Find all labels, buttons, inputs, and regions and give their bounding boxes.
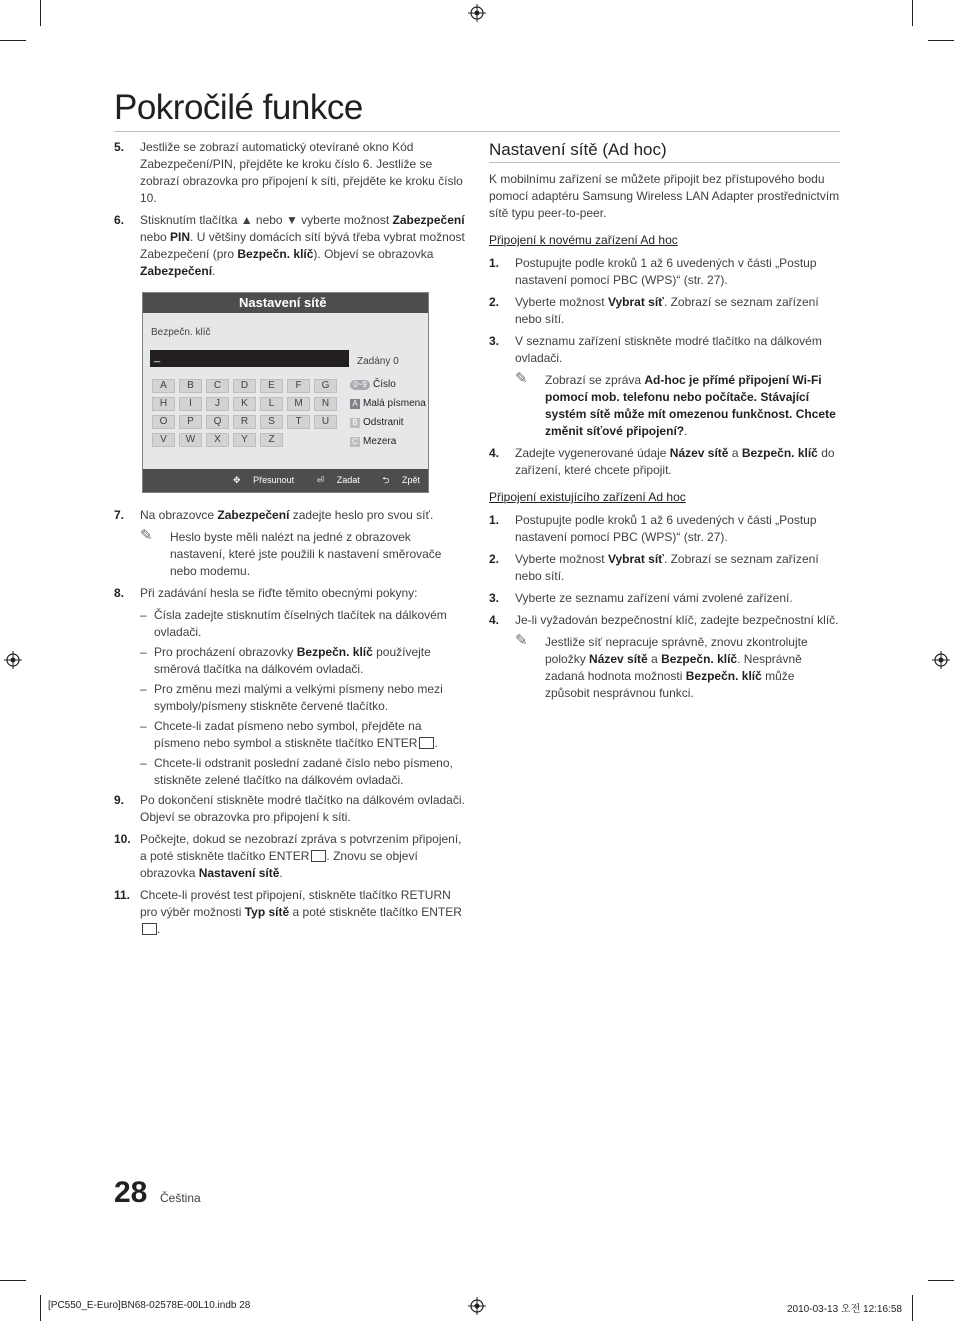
title-rule: [114, 131, 840, 132]
back-label: Zpět: [401, 475, 420, 485]
bold-term: Bezpečn. klíč: [237, 247, 314, 261]
note-pencil-icon: ✎: [515, 370, 528, 387]
bold-term: Název sítě: [669, 446, 729, 460]
osd-options: [350, 375, 426, 451]
key-o[interactable]: O: [152, 415, 175, 429]
option-label: Malá písmena: [363, 398, 426, 409]
subheading-existing-device: Připojení existujícího zařízení Ad hoc: [489, 490, 686, 504]
dash-item: [140, 607, 466, 641]
back-hint: [372, 475, 420, 485]
note-pencil-icon: ✎: [140, 527, 153, 544]
dash-text: Chcete-li odstranit poslední zadané číslo nebo písmeno, stiskněte zelené tlačítko na dálkovém ovladači.: [154, 756, 453, 787]
note: [140, 529, 466, 580]
dash-item: [140, 644, 466, 678]
note: [515, 634, 840, 702]
osd-footer: [143, 469, 428, 492]
enter-label: Zadat: [336, 475, 360, 485]
step-3: [489, 333, 840, 367]
text: Vyberte možnost: [515, 295, 608, 309]
text: .: [684, 424, 688, 438]
bold-term: PIN: [170, 230, 191, 244]
remote-0-9-icon: 0~9: [350, 380, 370, 390]
dash-text: [154, 718, 466, 752]
text: Pro procházení obrazovky: [154, 645, 297, 659]
text: pro výběr možnosti: [140, 905, 245, 919]
text: a: [647, 652, 662, 666]
dash-item: [140, 718, 466, 752]
print-slug-date: 2010-03-13 오전 12:16:58: [787, 1304, 902, 1315]
dash: –: [140, 645, 147, 659]
bold-term: Bezpečn. klíč: [685, 669, 762, 683]
key-k[interactable]: K: [233, 397, 256, 411]
enter-term: ENTER: [268, 849, 310, 863]
key-z[interactable]: Z: [260, 433, 283, 447]
text: a: [728, 446, 742, 460]
enter-icon: [142, 923, 157, 935]
move-label: Přesunout: [253, 475, 295, 485]
step-number: 3.: [489, 334, 500, 348]
bold-term: Zabezpečení: [392, 213, 465, 227]
registration-mark-icon: [468, 1297, 486, 1315]
step-text: Po dokončení stiskněte modré tlačítko na dálkovém ovladači. Objeví se obrazovka pro připojení k síti.: [140, 793, 465, 824]
step-number: 7.: [114, 508, 125, 522]
text: do zařízení, které chcete připojit.: [515, 446, 835, 477]
enter-icon: ⏎: [316, 475, 325, 485]
enter-hint: [307, 475, 360, 485]
onscreen-keyboard: [152, 379, 337, 447]
option-space[interactable]: [350, 432, 426, 451]
return-icon: ⮌: [382, 475, 390, 485]
key-c[interactable]: C: [206, 379, 229, 393]
key-w[interactable]: W: [179, 433, 202, 447]
heading-rule: [489, 162, 840, 163]
text: . Zobrazí se seznam zařízení nebo sítí.: [515, 552, 819, 583]
right-column: [489, 139, 840, 707]
bold-term: Ad-hoc je přímé připojení Wi-Fi pomocí mob. telefonu nebo počítače. Stávající systém sítě může mít omezenou funkčnost. Chcete změnit síťové připojení?: [545, 373, 836, 438]
text: . Nesprávně zadaná hodnota možnosti: [545, 652, 802, 683]
osd-network-settings-screen: [142, 292, 429, 493]
move-hint: [223, 475, 294, 485]
step-3: [489, 590, 840, 607]
text: Zadejte vygenerované údaje: [515, 446, 670, 460]
key-y[interactable]: Y: [233, 433, 256, 447]
key-t[interactable]: T: [287, 415, 310, 429]
key-p[interactable]: P: [179, 415, 202, 429]
text: . U většiny domácích sítí bývá třeba vybrat možnost Zabezpečení (pro: [140, 230, 465, 261]
bold-term: Bezpečn. klíč: [296, 645, 373, 659]
osd-title: Nastavení sítě: [143, 293, 428, 313]
text: Chcete-li zadat písmeno nebo symbol, přejděte na písmeno nebo symbol a stiskněte tlačítko: [154, 719, 422, 750]
step-number: 2.: [489, 552, 500, 566]
text: Jestliže síť nepracuje správně, znovu zkontrolujte položky: [545, 635, 808, 666]
red-a-button-icon: A: [350, 399, 360, 409]
option-lowercase[interactable]: [350, 394, 426, 413]
registration-mark-icon: [932, 651, 950, 669]
key-h[interactable]: H: [152, 397, 175, 411]
crop-mark: [0, 1280, 26, 1281]
bold-term: Bezpečn. klíč: [741, 446, 818, 460]
text: .: [434, 736, 438, 750]
option-delete[interactable]: [350, 413, 426, 432]
dash: –: [140, 719, 147, 733]
option-label: Mezera: [363, 436, 397, 447]
enter-term: ENTER: [376, 736, 418, 750]
security-key-input[interactable]: _: [150, 350, 349, 367]
text: .: [157, 922, 161, 936]
step-6: [114, 212, 466, 280]
bold-term: Vybrat síť: [607, 295, 664, 309]
step-number: 5.: [114, 140, 125, 154]
step-9: [114, 792, 466, 826]
step-text: V seznamu zařízení stiskněte modré tlačítko na dálkovém ovladači.: [515, 334, 822, 365]
bold-term: Zabezpečení: [217, 508, 290, 522]
step-number: 3.: [489, 591, 500, 605]
crop-mark: [40, 0, 41, 26]
enter-icon: [419, 737, 434, 749]
key-s[interactable]: S: [260, 415, 283, 429]
crop-mark: [928, 1280, 954, 1281]
text: Stisknutím tlačítka ▲ nebo ▼ vyberte možnost: [140, 213, 393, 227]
step-text: Postupujte podle kroků 1 až 6 uvedených v části „Postup nastavení pomocí PBC (WPS)“ (str. 27).: [515, 513, 817, 544]
dash-text: [154, 644, 466, 678]
key-b[interactable]: B: [179, 379, 202, 393]
print-slug-file: [PC550_E-Euro]BN68-02578E-00L10.indb 28: [48, 1300, 251, 1311]
bold-term: Zabezpečení: [140, 264, 213, 278]
step-text: Při zadávání hesla se řiďte těmito obecnými pokyny:: [140, 586, 418, 600]
key-e[interactable]: E: [260, 379, 283, 393]
registration-mark-icon: [468, 4, 486, 22]
step-1: [489, 512, 840, 546]
step-number: 9.: [114, 793, 125, 807]
bold-term: Bezpečn. klíč: [661, 652, 738, 666]
enter-term: ENTER: [421, 905, 462, 919]
dash-text: Pro změnu mezi malými a velkými písmeny nebo mezi symboly/písmeny stiskněte červené tlačítko.: [154, 682, 443, 713]
text: nebo: [140, 230, 171, 244]
bold-term: Nastavení sítě: [198, 866, 280, 880]
key-n[interactable]: N: [314, 397, 337, 411]
step-4: [489, 445, 840, 479]
step-number: 10.: [114, 832, 131, 846]
crop-mark: [928, 40, 954, 41]
key-i[interactable]: I: [179, 397, 202, 411]
bold-term: Typ sítě: [244, 905, 290, 919]
green-b-button-icon: B: [350, 418, 360, 428]
key-q[interactable]: Q: [206, 415, 229, 429]
key-u[interactable]: U: [314, 415, 337, 429]
text: .: [279, 866, 283, 880]
text: Zobrazí se zpráva: [545, 373, 645, 387]
text: používejte směrová tlačítka na dálkovém ovladači.: [154, 645, 431, 676]
step-number: 4.: [489, 613, 500, 627]
step-text: [140, 831, 466, 882]
dash-item: [140, 681, 466, 715]
return-term: RETURN: [400, 888, 451, 902]
osd-label: Bezpečn. klíč: [151, 327, 211, 338]
text: .: [212, 264, 216, 278]
step-text: Postupujte podle kroků 1 až 6 uvedených v části „Postup nastavení pomocí PBC (WPS)“ (str. 27).: [515, 256, 817, 287]
key-m[interactable]: M: [287, 397, 310, 411]
entered-count: Zadány 0: [357, 356, 399, 367]
text: zadejte heslo pro svou síť.: [289, 508, 434, 522]
move-icon: ✥: [233, 475, 241, 485]
bold-term: Vybrat síť: [607, 552, 664, 566]
text: a poté stiskněte tlačítko: [289, 905, 422, 919]
crop-mark: [0, 40, 26, 41]
section-heading: Nastavení sítě (Ad hoc): [489, 140, 667, 159]
dash: –: [140, 608, 147, 622]
bold-term: Název sítě: [589, 652, 648, 666]
language-label: Čeština: [160, 1191, 201, 1205]
left-column: [114, 139, 466, 943]
text: Vyberte možnost: [515, 552, 608, 566]
note-pencil-icon: ✎: [515, 632, 528, 649]
key-r[interactable]: R: [233, 415, 256, 429]
step-text: Je-li vyžadován bezpečnostní klíč, zadejte bezpečnostní klíč.: [515, 613, 839, 627]
step-number: 2.: [489, 295, 500, 309]
subheading-new-device: Připojení k novému zařízení Ad hoc: [489, 233, 678, 247]
key-l[interactable]: L: [260, 397, 283, 411]
step-4: [489, 612, 840, 629]
enter-icon: [311, 850, 326, 862]
option-number[interactable]: [350, 375, 426, 394]
step-number: 1.: [489, 256, 500, 270]
step-number: 4.: [489, 446, 500, 460]
text: Na obrazovce: [140, 508, 218, 522]
step-number: 6.: [114, 213, 125, 227]
step-5: [114, 139, 466, 207]
note: [515, 372, 840, 440]
step-10: [114, 831, 466, 882]
step-1: [489, 255, 840, 289]
key-x[interactable]: X: [206, 433, 229, 447]
note-text: [545, 634, 840, 702]
key-v[interactable]: V: [152, 433, 175, 447]
option-label: Odstranit: [363, 417, 404, 428]
dash: –: [140, 756, 147, 770]
registration-mark-icon: [4, 651, 22, 669]
step-7: [114, 507, 466, 524]
step-text: Jestliže se zobrazí automatický otevírané okno Kód Zabezpečení/PIN, přejděte ke kroku číslo 6. Jestliže se zobrazí obrazovka pro připojení k síti, přejděte ke kroku číslo 10.: [140, 140, 463, 205]
step-8: [114, 585, 466, 602]
dash-text: Čísla zadejte stisknutím číselných tlačítek na dálkovém ovladači.: [154, 608, 447, 639]
page-title: Pokročilé funkce: [114, 88, 363, 127]
crop-mark: [912, 1295, 913, 1321]
text: . Znovu se objeví obrazovka: [140, 849, 418, 880]
key-f[interactable]: F: [287, 379, 310, 393]
note-text: [545, 372, 840, 440]
text: Počkejte, dokud se nezobrazí zpráva s potvrzením připojení, a poté stiskněte tlačítko: [140, 832, 462, 863]
note-text: Heslo byste měli nalézt na jedné z obrazovek nastavení, které jste použili k nastavení směrovače nebo modemu.: [170, 530, 442, 578]
crop-mark: [912, 0, 913, 26]
key-j[interactable]: J: [206, 397, 229, 411]
key-d[interactable]: D: [233, 379, 256, 393]
step-text: [140, 887, 466, 938]
step-text: [515, 445, 840, 479]
step-text: [140, 507, 466, 524]
dash-item: [140, 755, 466, 789]
dash: –: [140, 682, 147, 696]
crop-mark: [40, 1295, 41, 1321]
yellow-c-button-icon: C: [350, 437, 360, 447]
step-text: Vyberte ze seznamu zařízení vámi zvolené zařízení.: [515, 591, 793, 605]
step-number: 8.: [114, 586, 125, 600]
intro-paragraph: K mobilnímu zařízení se můžete připojit bez přístupového bodu pomocí adaptéru Samsung Wireless LAN Adapter prostřednictvím sítě typu peer-to-peer.: [489, 172, 840, 220]
text: může způsobit nesprávnou funkci.: [545, 669, 795, 700]
text: Chcete-li provést test připojení, stiskněte tlačítko: [140, 888, 401, 902]
step-text: [140, 212, 466, 280]
step-11: [114, 887, 466, 938]
step-text: [515, 551, 840, 585]
step-2: [489, 294, 840, 328]
step-number: 1.: [489, 513, 500, 527]
page-number: 28: [114, 1176, 148, 1209]
option-label: Číslo: [373, 379, 396, 390]
text: ). Objeví se obrazovka: [313, 247, 434, 261]
step-text: [515, 294, 840, 328]
step-number: 11.: [114, 888, 131, 902]
key-g[interactable]: G: [314, 379, 337, 393]
key-a[interactable]: A: [152, 379, 175, 393]
step-2: [489, 551, 840, 585]
text: . Zobrazí se seznam zařízení nebo sítí.: [515, 295, 819, 326]
